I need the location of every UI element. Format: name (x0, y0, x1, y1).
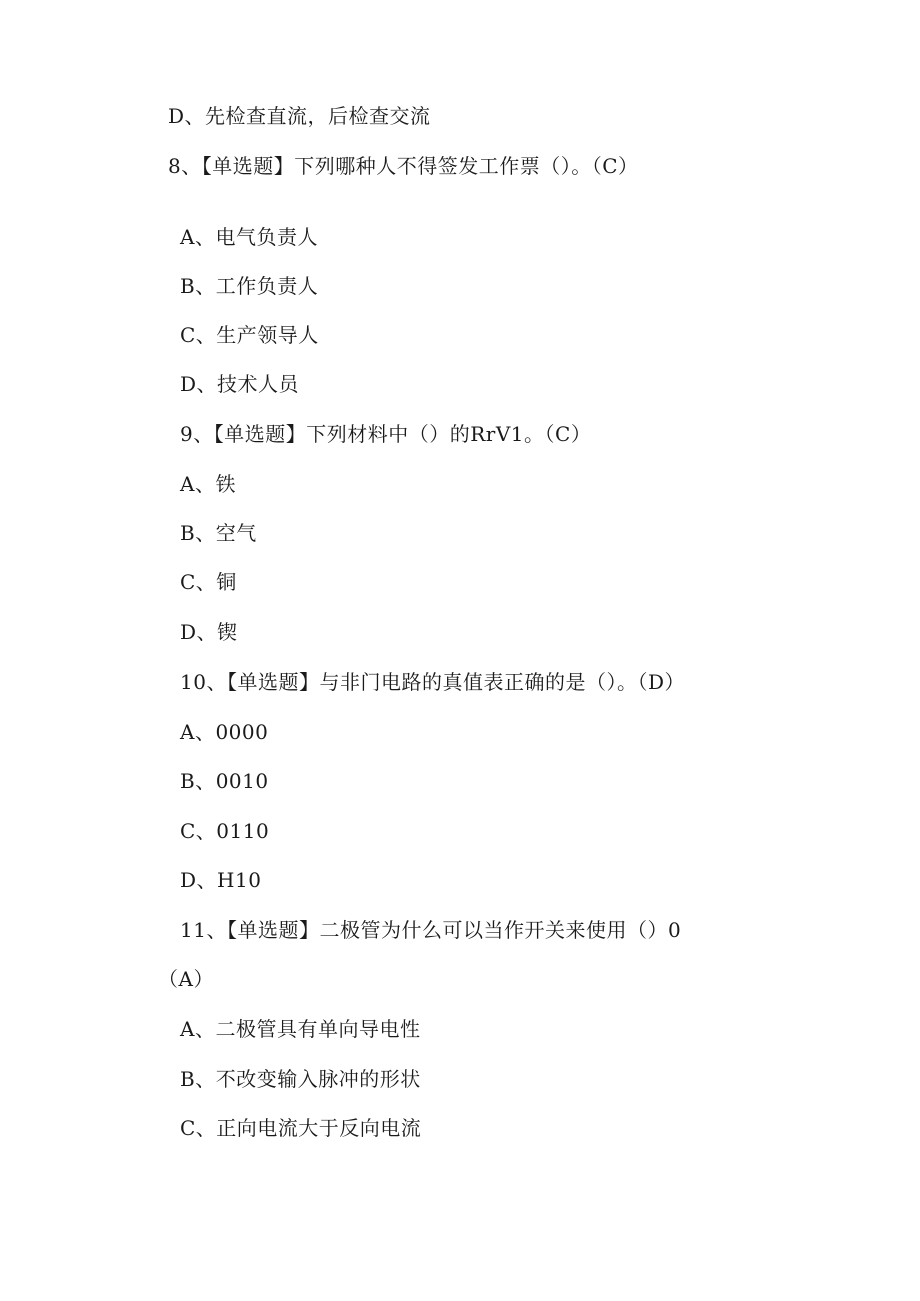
q11-question: 11、【单选题】二极管为什么可以当作开关来使用（）0 (180, 918, 682, 942)
q11-option-b: B、不改变输入脉冲的形状 (180, 1067, 421, 1091)
q11-option-c: C、正向电流大于反向电流 (180, 1116, 422, 1140)
q8-question: 8、【单选题】下列哪种人不得签发工作票（）。（C） (168, 154, 639, 178)
q8-option-d: D、技术人员 (180, 372, 300, 396)
q11-option-a: A、二极管具有单向导电性 (180, 1017, 421, 1041)
q9-option-d: D、锲 (180, 620, 238, 644)
q11-answer: （A） (158, 967, 214, 991)
q10-option-c: C、0110 (180, 819, 270, 843)
q9-option-b: B、空气 (180, 521, 257, 545)
q10-option-d: D、H10 (180, 868, 262, 892)
q9-option-c: C、铜 (180, 570, 237, 594)
q10-option-b: B、0010 (180, 769, 269, 793)
q8-option-b: B、工作负责人 (180, 274, 319, 298)
q10-question: 10、【单选题】与非门电路的真值表正确的是（）。（D） (180, 670, 685, 694)
q8-option-c: C、生产领导人 (180, 323, 319, 347)
q9-option-a: A、铁 (180, 472, 236, 496)
q8-option-a: A、电气负责人 (180, 225, 318, 249)
q10-option-a: A、0000 (180, 720, 269, 744)
q9-question: 9、【单选题】下列材料中（）的RrV1。（C） (180, 422, 592, 446)
q7-option-d: D、先检查直流，后检查交流 (168, 104, 431, 128)
